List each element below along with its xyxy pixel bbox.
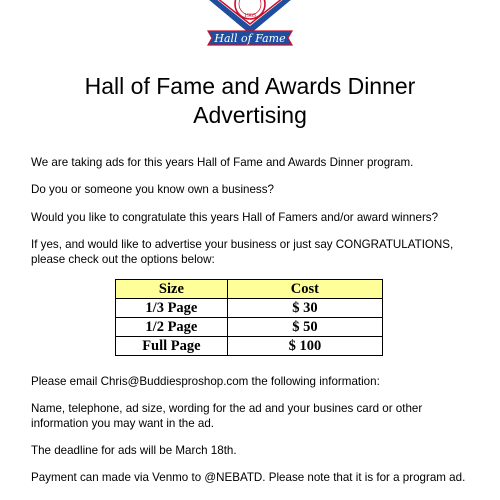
hall-of-fame-logo	[190, 0, 310, 52]
logo-seal-year: 1963	[244, 13, 256, 19]
table-row	[116, 299, 383, 318]
table-row	[116, 318, 383, 337]
table-row	[116, 337, 383, 356]
size-cell: Full Page	[116, 337, 228, 356]
cost-cell: $ 50	[227, 318, 382, 337]
page-title-line2: Advertising	[193, 102, 307, 128]
cost-cell: $ 100	[227, 337, 382, 356]
congratulate-question: Would you like to congratulate this years Hall of Famers and/or award winners?	[31, 211, 439, 224]
payment-notice: Payment can made via Venmo to @NEBATD. Please note that it is for a program ad.	[31, 471, 466, 484]
page-title	[0, 72, 500, 130]
email-instructions: Please email Chris@Buddiesproshop.com the following information:	[31, 375, 380, 388]
size-column-header: Size	[116, 280, 228, 299]
logo-banner-text: Hall of Fame	[214, 32, 286, 45]
cost-column-header: Cost	[227, 280, 382, 299]
intro-paragraph: We are taking ads for this years Hall of Fame and Awards Dinner program.	[31, 156, 414, 169]
size-cell: 1/3 Page	[116, 299, 228, 318]
page-title-line1: Hall of Fame and Awards Dinner	[84, 73, 416, 99]
options-paragraph: If yes, and would like to advertise your business or just say CONGRATULATIONS, please check out the options below:	[31, 238, 454, 266]
size-cell: 1/2 Page	[116, 318, 228, 337]
business-question: Do you or someone you know own a business?	[31, 183, 274, 196]
cost-cell: $ 30	[227, 299, 382, 318]
info-details: Name, telephone, ad size, wording for the ad and your busines card or other information you may want in the ad.	[31, 402, 423, 430]
table-header-row	[116, 280, 383, 299]
deadline-notice: The deadline for ads will be March 18th.	[31, 444, 237, 457]
ad-pricing-table	[115, 279, 383, 356]
